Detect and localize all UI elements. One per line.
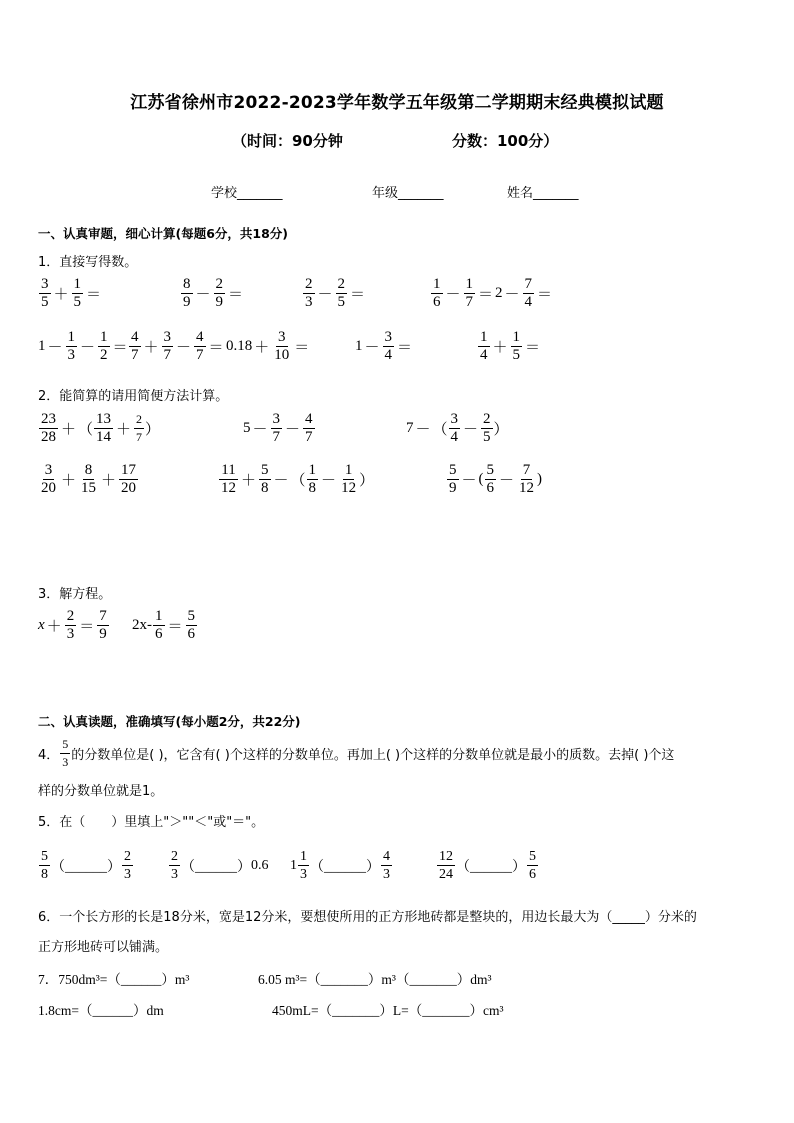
question-3: 3．解方程。 (38, 587, 112, 602)
calc-2-minus-7-4: 2 － 7 4 ＝ (495, 276, 553, 310)
calc-1-4-plus-1-5: 1 4 ＋ 1 5 ＝ (480, 329, 541, 363)
grade-field[interactable]: 年级_______ (372, 186, 444, 201)
question-4-line2: 样的分数单位就是1。 (38, 784, 164, 799)
section2-heading: 二、认真读题，准确填写(每小题2分，共22分) (38, 714, 301, 729)
question-4: 4． 5 3 的分数单位是( )，它含有( )个这样的分数单位。再加上( )个这样的分数单位就是最小的质数。去掉( )个这 (38, 737, 675, 769)
compare-blank-1[interactable]: （______） (51, 859, 121, 875)
calc-1-6-minus-1-7: 1 6 － 1 7 ＝ (433, 276, 494, 310)
compare-12-24-5-6: 12 24 （______） 5 6 (439, 849, 536, 882)
compare-blank-4[interactable]: （______） (456, 859, 526, 875)
question-2: 2．能简算的请用简便方法计算。 (38, 389, 229, 404)
equation-1: x ＋ 2 3 ＝ 7 9 (38, 608, 107, 642)
calc-4-7-plus-3-7-minus-4-7: 4 7 ＋ 3 7 － 4 7 ＝ (131, 329, 224, 363)
compare-2-3-06: 2 3 （______） 0.6 (171, 849, 269, 882)
exam-score: 分数：100分） (452, 132, 559, 150)
compare-blank-3[interactable]: （______） (310, 859, 380, 875)
simplify-5-minus-3-7-minus-4-7: 5 － 3 7 － 4 7 (243, 411, 313, 445)
calc-1-minus-1-3-minus-1-2: 1 － 1 3 － 1 2 ＝ (38, 329, 128, 363)
calc-2-3-minus-2-5: 2 3 － 2 5 ＝ (305, 276, 366, 310)
simplify-7-minus-group: 7 － （ 3 4 － 2 5 ） (406, 411, 509, 445)
simplify-23-28-plus-group: 23 28 ＋ （ 13 14 ＋ 2 7 ） (41, 411, 161, 445)
simplify-5-9-minus-group: 5 9 － ( 5 6 － 7 12 ) (449, 462, 543, 496)
exam-time: （时间：90分钟 (232, 132, 343, 150)
question-7b: 6.05 m³=（_______）m³（_______）dm³ (258, 972, 492, 987)
name-field[interactable]: 姓名_______ (507, 186, 579, 201)
equation-2: 2x - 1 6 ＝ 5 6 (132, 608, 196, 642)
question-7a: 7．750dm³=（______）m³ (38, 972, 190, 987)
question-7d: 450mL=（_______）L=（_______）cm³ (272, 1003, 504, 1018)
calc-8-9-minus-2-9: 8 9 － 2 9 ＝ (183, 276, 244, 310)
calc-3-5-plus-1-5: 3 5 ＋ 1 5 ＝ (41, 276, 102, 310)
section1-heading: 一、认真审题，细心计算(每题6分，共18分) (38, 226, 289, 241)
question-6-line2: 正方形地砖可以铺满。 (38, 940, 169, 955)
question-5: 5．在（ ）里填上"＞""＜"或"＝"。 (38, 815, 265, 830)
school-field[interactable]: 学校_______ (211, 186, 283, 201)
question-6: 6．一个长方形的长是18分米，宽是12分米，要想使所用的正方形地砖都是整块的，用边长最大为（_____）分米的 (38, 910, 697, 925)
question-7c: 1.8cm=（______）dm (38, 1003, 164, 1018)
calc-018-plus-3-10: 0.18 ＋ 3 10 ＝ (226, 329, 310, 363)
compare-1-1-3-4-3: 1 1 3 （______） 4 3 (290, 849, 390, 882)
compare-5-8-2-3: 5 8 （______） 2 3 (41, 849, 131, 882)
exam-title: 江苏省徐州市2022-2023学年数学五年级第二学期期末经典模拟试题 (130, 93, 664, 113)
compare-blank-2[interactable]: （______） (181, 859, 251, 875)
question-1: 1．直接写得数。 (38, 255, 138, 270)
calc-1-minus-3-4: 1 － 3 4 ＝ (355, 329, 413, 363)
simplify-11-12-plus-5-8-minus-group: 11 12 ＋ 5 8 － （ 1 8 － 1 12 ） (221, 462, 375, 496)
simplify-3-20-plus-8-15-plus-17-20: 3 20 ＋ 8 15 ＋ 17 20 (41, 462, 137, 496)
